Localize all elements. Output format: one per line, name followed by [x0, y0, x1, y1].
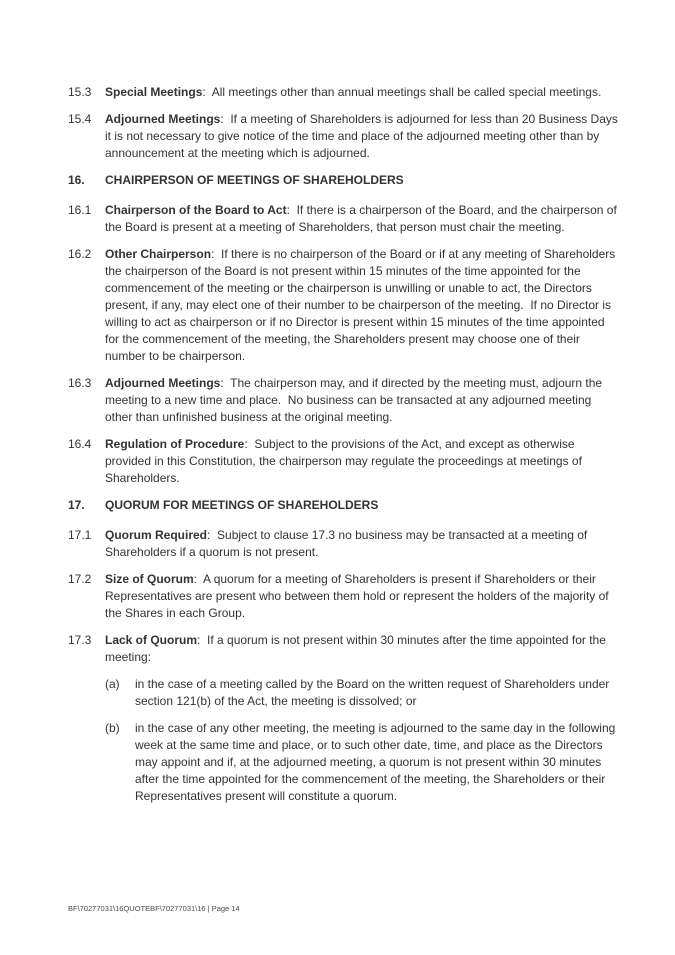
clause-paragraph — [105, 246, 620, 365]
clause-title: Size of Quorum — [105, 572, 194, 586]
clause-16-2 — [68, 246, 620, 365]
clause-17-3 — [68, 632, 620, 805]
clause-16-3 — [68, 375, 620, 426]
section-heading-17 — [68, 497, 620, 514]
clause-title: Other Chairperson — [105, 247, 212, 261]
clause-paragraph — [105, 375, 620, 426]
section-heading-16 — [68, 172, 620, 189]
list-item-text: in the case of a meeting called by the Board on the written request of Shareholders under section 121(b) of the Act, the meeting is dissolved; or — [135, 677, 613, 708]
clause-text: : The chairperson may, and if directed by the meeting must, adjourn the meeting to a new time and place. No business can be transacted at any adjourned meeting other than unfinished business at the original meeting. — [105, 376, 606, 424]
clause-15-4 — [68, 111, 620, 162]
clause-number: 15.4 — [68, 112, 92, 126]
clause-paragraph — [105, 436, 620, 487]
clause-17-1 — [68, 527, 620, 561]
clause-title: Chairperson of the Board to Act — [105, 203, 287, 217]
clause-number: 17.1 — [68, 528, 92, 542]
clause-16-1 — [68, 202, 620, 236]
clause-title: Lack of Quorum — [105, 633, 198, 647]
clause-text: : A quorum for a meeting of Shareholders is present if Shareholders or their Representatives are present who between them hold or represent the holders of the majority of the Shares in each Group. — [105, 572, 612, 620]
clause-number: 15.3 — [68, 85, 92, 99]
clause-number: 16.1 — [68, 203, 92, 217]
clause-number: 16.3 — [68, 376, 92, 390]
clause-text: : If there is no chairperson of the Board or if at any meeting of Shareholders the chairperson of the Board is not present within 15 minutes of the time appointed for the commencement of the meeting or the chairperson is unwilling or unable to act, the Directors present, if any, may elect one of their number to be chairperson of the meeting. If no Director is willing to act as chairperson or if no Director is present within 15 minutes of the time appointed for the commencement of the meeting, the Shareholders present may choose one of their number to be chairperson. — [105, 247, 619, 363]
clause-text: : If there is a chairperson of the Board, and the chairperson of the Board is present at a meeting of Shareholders, that person must chair the meeting. — [105, 203, 621, 234]
clause-paragraph — [105, 571, 620, 622]
clause-paragraph — [105, 527, 620, 561]
clause-paragraph — [105, 202, 620, 236]
clause-number: 16.2 — [68, 247, 92, 261]
clause-paragraph — [105, 84, 620, 101]
clause-text: : Subject to clause 17.3 no business may be transacted at a meeting of Shareholders if a quorum is not present. — [105, 528, 591, 559]
section-title: CHAIRPERSON OF MEETINGS OF SHAREHOLDERS — [105, 173, 404, 187]
clause-16-4 — [68, 436, 620, 487]
section-number: 16. — [68, 173, 85, 187]
clause-number: 17.2 — [68, 572, 92, 586]
clause-paragraph — [105, 632, 620, 666]
page-footer: BF\70277031\16QUOTEBF\70277031\16 | Page 14 — [68, 904, 240, 913]
clause-title: Regulation of Procedure — [105, 437, 245, 451]
list-item-label: (a) — [105, 677, 120, 691]
list-item-label: (b) — [105, 721, 120, 735]
clause-text: : If a quorum is not present within 30 minutes after the time appointed for the meeting: — [105, 633, 610, 664]
clause-paragraph — [105, 111, 620, 162]
clause-title: Quorum Required — [105, 528, 208, 542]
clause-title: Special Meetings — [105, 85, 203, 99]
clause-text: : If a meeting of Shareholders is adjourned for less than 20 Business Days it is not necessary to give notice of the time and place of the adjourned meeting other than by announcement at the meeting which is adjourned. — [105, 112, 622, 160]
list-item-text: in the case of any other meeting, the meeting is adjourned to the same day in the following week at the same time and place, or to such other date, time, and place as the Directors may appoint and if, at the adjourned meeting, a quorum is not present within 30 minutes after the time appointed for the commencement of the meeting, the Shareholders or their Representatives present will constitute a quorum. — [135, 721, 619, 803]
section-number: 17. — [68, 498, 85, 512]
clause-text: : Subject to the provisions of the Act, and except as otherwise provided in this Constitution, the chairperson may regulate the proceedings at meetings of Shareholders. — [105, 437, 586, 485]
page-content — [68, 84, 620, 815]
clause-text: : All meetings other than annual meetings shall be called special meetings. — [202, 85, 602, 99]
clause-17-2 — [68, 571, 620, 622]
clause-number: 17.3 — [68, 633, 92, 647]
clause-number: 16.4 — [68, 437, 92, 451]
clause-title: Adjourned Meetings — [105, 376, 221, 390]
section-title: QUORUM FOR MEETINGS OF SHAREHOLDERS — [105, 498, 379, 512]
list-item-b — [105, 720, 620, 805]
clause-15-3 — [68, 84, 620, 101]
list-item-a — [105, 676, 620, 710]
clause-title: Adjourned Meetings — [105, 112, 221, 126]
